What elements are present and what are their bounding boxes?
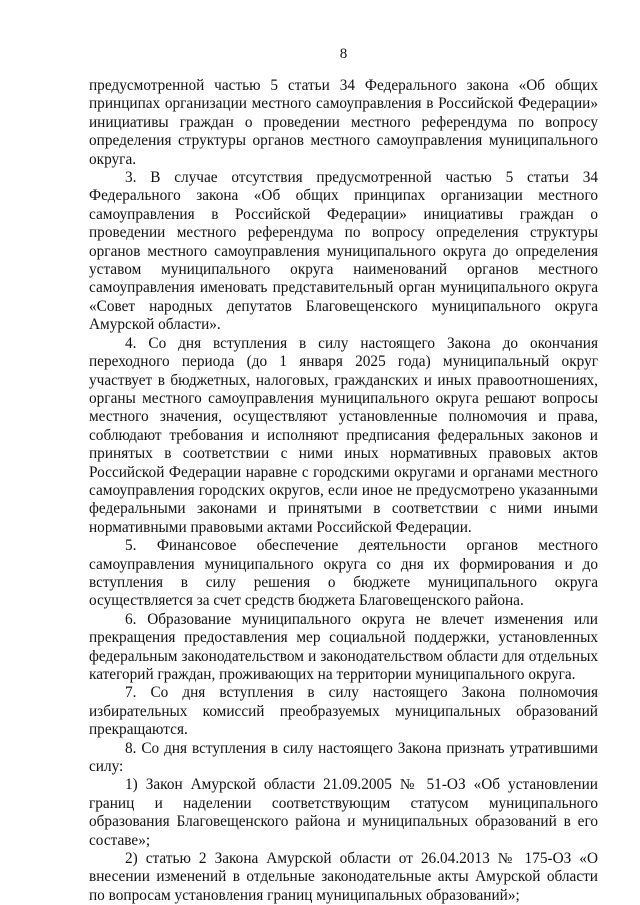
paragraph-item-5: 5. Финансовое обеспечение деятельности органов местного самоуправления муниципального округа со дня их формирования и до вступления в силу решения о бюджете муниципального округа осуществляется за счет средств бюджета Благовещенского района. — [89, 537, 598, 610]
paragraph-item-6: 6. Образование муниципального округа не влечет изменения или прекращения предоставления мер социальной поддержки, установленных федеральным законодательством и законодательством области для отдельных категорий граждан, проживающих на территории муниципального округа. — [89, 610, 598, 683]
paragraph-subitem-2: 2) статью 2 Закона Амурской области от 26.04.2013 № 175-ОЗ «О внесении изменений в отдельные законодательные акты Амурской области по вопросам установления границ муниципальных образований»; — [89, 850, 598, 904]
page-number: 8 — [339, 46, 348, 62]
paragraph-subitem-1: 1) Закон Амурской области 21.09.2005 № 51-ОЗ «Об установлении границ и наделении соответствующим статусом муниципального образования Благовещенского района и муниципальных образований в его составе»; — [89, 776, 598, 849]
paragraph-continuation: предусмотренной частью 5 статьи 34 Федерального закона «Об общих принципах организации местного самоуправления в Российской Федерации» инициативы граждан о проведении местного референдума по вопросу определения структуры органов местного самоуправления муниципального округа. — [89, 77, 598, 168]
paragraph-item-7: 7. Со дня вступления в силу настоящего Закона полномочия избирательных комиссий преобразуемых муниципальных образований прекращаются. — [89, 684, 598, 739]
paragraph-item-4: 4. Со дня вступления в силу настоящего Закона до окончания переходного периода (до 1 января 2025 года) муниципальный округ участвует в бюджетных, налоговых, гражданских и иных правоотношениях, органы местного самоуправления муниципального округа решают вопросы местного значения, осуществляют установленные полномочия и права, соблюдают требования и исполняют предписания федеральных законов и принятых в соответствии с ними иных нормативных правовых актов Российской Федерации наравне с городскими округами и органами местного самоуправления городских округов, если иное не предусмотрено указанными федеральными законами и принятыми в соответствии с ними иными нормативными правовыми актами Российской Федерации. — [89, 334, 598, 536]
paragraph-item-8: 8. Со дня вступления в силу настоящего Закона признать утратившими силу: — [89, 739, 598, 776]
paragraph-item-3: 3. В случае отсутствия предусмотренной частью 5 статьи 34 Федерального закона «Об общих принципах организации местного самоуправления в Российской Федерации» инициативы граждан о проведении местного референдума по вопросу определения структуры органов местного самоуправления муниципального округа до определения уставом муниципального округа наименований органов местного самоуправления именовать представительный орган муниципального округа «Совет народных депутатов Благовещенского муниципального округа Амурской области». — [89, 169, 598, 334]
